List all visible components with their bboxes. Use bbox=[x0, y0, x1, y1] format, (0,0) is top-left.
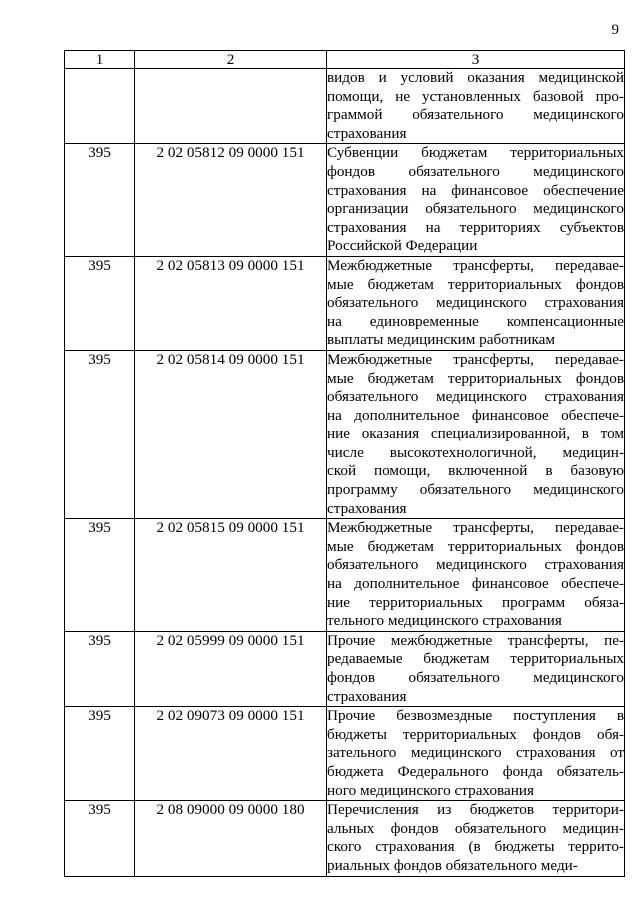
description-line: Межбюджетные трансферты, передавае- bbox=[327, 256, 624, 274]
description-cell bbox=[327, 631, 625, 706]
table-row bbox=[65, 256, 625, 350]
description-line: зательного медицинского страхования от bbox=[327, 744, 624, 762]
description-line: Межбюджетные трансферты, передавае- bbox=[327, 519, 624, 537]
admin-code-cell bbox=[65, 69, 135, 144]
table-row bbox=[65, 519, 625, 632]
budget-code-cell: 2 02 09073 09 0000 151 bbox=[135, 707, 327, 801]
description-cell bbox=[327, 801, 625, 876]
description-line: Прочие межбюджетные трансферты, пе- bbox=[327, 631, 624, 649]
description-line: тельного медицинского страхования bbox=[327, 612, 562, 630]
description-line: помощи, не установленных базовой про- bbox=[327, 87, 624, 105]
description-cell bbox=[327, 519, 625, 632]
description-line: ского страхования (в бюджеты террито- bbox=[327, 838, 624, 856]
description-line: страхования bbox=[327, 124, 407, 142]
description-line: обязательного медицинского страхования bbox=[327, 556, 624, 574]
admin-code-cell: 395 bbox=[65, 256, 135, 350]
description-line: страхования bbox=[327, 687, 407, 705]
description-line: страхования bbox=[327, 499, 407, 517]
description-line: организации обязательного медицинского bbox=[327, 200, 624, 218]
description-line: ние оказания специализированной, в том bbox=[327, 425, 624, 443]
column-header-3: 3 bbox=[327, 51, 625, 69]
table-row bbox=[65, 350, 625, 518]
budget-code-cell: 2 02 05813 09 0000 151 bbox=[135, 256, 327, 350]
table-row bbox=[65, 631, 625, 706]
description-line: выплаты медицинским работникам bbox=[327, 331, 555, 349]
admin-code-cell: 395 bbox=[65, 631, 135, 706]
admin-code-cell: 395 bbox=[65, 801, 135, 876]
description-line: на дополнительное финансовое обеспече- bbox=[327, 406, 624, 424]
admin-code-cell: 395 bbox=[65, 707, 135, 801]
description-line: бюджеты территориальных фондов обя- bbox=[327, 725, 624, 743]
column-header-2: 2 bbox=[135, 51, 327, 69]
description-cell bbox=[327, 144, 625, 257]
table-row bbox=[65, 707, 625, 801]
table-body bbox=[65, 69, 625, 877]
admin-code-cell: 395 bbox=[65, 144, 135, 257]
description-line: страхования на финансовое обеспечение bbox=[327, 181, 624, 199]
table-row bbox=[65, 801, 625, 876]
table-header-row bbox=[65, 51, 625, 69]
budget-code-cell: 2 08 09000 09 0000 180 bbox=[135, 801, 327, 876]
description-line: Перечисления из бюджетов территори- bbox=[327, 801, 624, 819]
table-row bbox=[65, 144, 625, 257]
budget-code-cell: 2 02 05814 09 0000 151 bbox=[135, 350, 327, 518]
description-line: Межбюджетные трансферты, передавае- bbox=[327, 350, 624, 368]
description-line: редаваемые бюджетам территориальных bbox=[327, 650, 624, 668]
budget-code-cell: 2 02 05999 09 0000 151 bbox=[135, 631, 327, 706]
description-line: ской помощи, включенной в базовую bbox=[327, 462, 624, 480]
description-line: обязательного медицинского страхования bbox=[327, 388, 624, 406]
description-line: на дополнительное финансовое обеспече- bbox=[327, 575, 624, 593]
description-cell bbox=[327, 350, 625, 518]
description-line: альных фондов обязательного медицин- bbox=[327, 819, 624, 837]
description-cell bbox=[327, 707, 625, 801]
description-line: Российской Федерации bbox=[327, 237, 478, 255]
description-line: мые бюджетам территориальных фондов bbox=[327, 369, 624, 387]
page-number: 9 bbox=[611, 22, 619, 38]
description-line: риальных фондов обязательного меди- bbox=[327, 856, 578, 874]
description-line: граммой обязательного медицинского bbox=[327, 106, 624, 124]
admin-code-cell: 395 bbox=[65, 519, 135, 632]
budget-classification-table bbox=[64, 50, 625, 877]
description-line: на единовременные компенсационные bbox=[327, 312, 624, 330]
table-row bbox=[65, 69, 625, 144]
budget-code-cell: 2 02 05815 09 0000 151 bbox=[135, 519, 327, 632]
description-line: ного медицинского страхования bbox=[327, 781, 534, 799]
description-line: фондов обязательного медицинского bbox=[327, 669, 624, 686]
description-line: фондов обязательного медицинского bbox=[327, 162, 624, 180]
description-line: Субвенции бюджетам территориальных bbox=[327, 144, 624, 162]
description-line: программу обязательного медицинского bbox=[327, 481, 624, 499]
budget-code-cell: 2 02 05812 09 0000 151 bbox=[135, 144, 327, 257]
description-line: обязательного медицинского страхования bbox=[327, 294, 624, 312]
description-line: мые бюджетам территориальных фондов bbox=[327, 537, 624, 555]
admin-code-cell: 395 bbox=[65, 350, 135, 518]
description-cell bbox=[327, 256, 625, 350]
description-line: бюджета Федерального фонда обязатель- bbox=[327, 762, 624, 780]
column-header-1: 1 bbox=[65, 51, 135, 69]
description-line: Прочие безвозмездные поступления в bbox=[327, 707, 624, 725]
description-line: ние территориальных программ обяза- bbox=[327, 593, 624, 611]
budget-code-cell bbox=[135, 69, 327, 144]
description-line: страхования на территориях субъектов bbox=[327, 218, 624, 236]
description-line: мые бюджетам территориальных фондов bbox=[327, 275, 624, 293]
description-cell bbox=[327, 69, 625, 144]
description-line: числе высокотехнологичной, медицин- bbox=[327, 443, 624, 461]
description-line: видов и условий оказания медицинской bbox=[327, 69, 624, 86]
